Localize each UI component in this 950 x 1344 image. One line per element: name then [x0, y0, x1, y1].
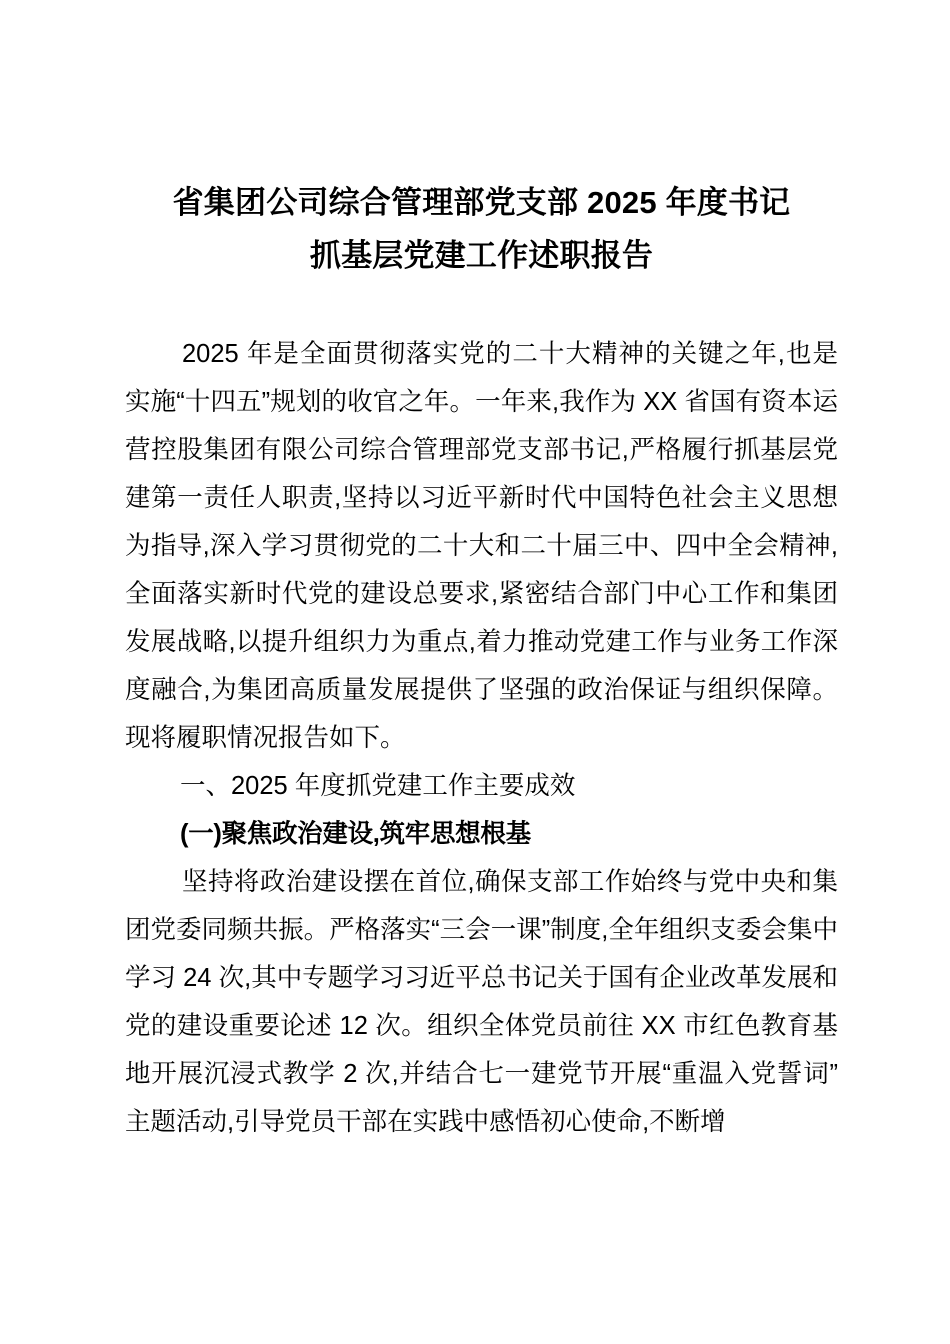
- subsection-paragraph: 坚持将政治建设摆在首位,确保支部工作始终与党中央和集团党委同频共振。严格落实“三会一课”制度,全年组织支委会集中学习 24 次,其中专题学习习近平总书记关于国有企业改革发展和党的建设重要论述 12 次。组织全体党员前往 XX 市红色教育基地开展沉浸式教学 2 次,并结合七一建党节开展“重温入党誓词”主题活动,引导党员干部在实践中感悟初心使命,不断增: [125, 868, 838, 1136]
- page-title-line-1: 省集团公司综合管理部党支部 2025 年度书记: [172, 185, 791, 220]
- page-title-line-2: 抓基层党建工作述职报告: [309, 238, 654, 273]
- page-title: [125, 0, 838, 282]
- subsection-heading-one: (一)聚焦政治建设,筑牢思想根基: [180, 820, 531, 848]
- document-content-column: [125, 0, 838, 1146]
- section-heading-one: 一、2025 年度抓党建工作主要成效: [180, 772, 576, 800]
- opening-paragraph: 2025 年是全面贯彻落实党的二十大精神的关键之年,也是实施“十四五”规划的收官之年。一年来,我作为 XX 省国有资本运营控股集团有限公司综合管理部党支部书记,严格履行抓基层党建第一责任人职责,坚持以习近平新时代中国特色社会主义思想为指导,深入学习贯彻党的二十大和二十届三中、四中全会精神,全面落实新时代党的建设总要求,紧密结合部门中心工作和集团发展战略,以提升组织力为重点,着力推动党建工作与业务工作深度融合,为集团高质量发展提供了坚强的政治保证与组织保障。现将履职情况报告如下。: [125, 340, 838, 752]
